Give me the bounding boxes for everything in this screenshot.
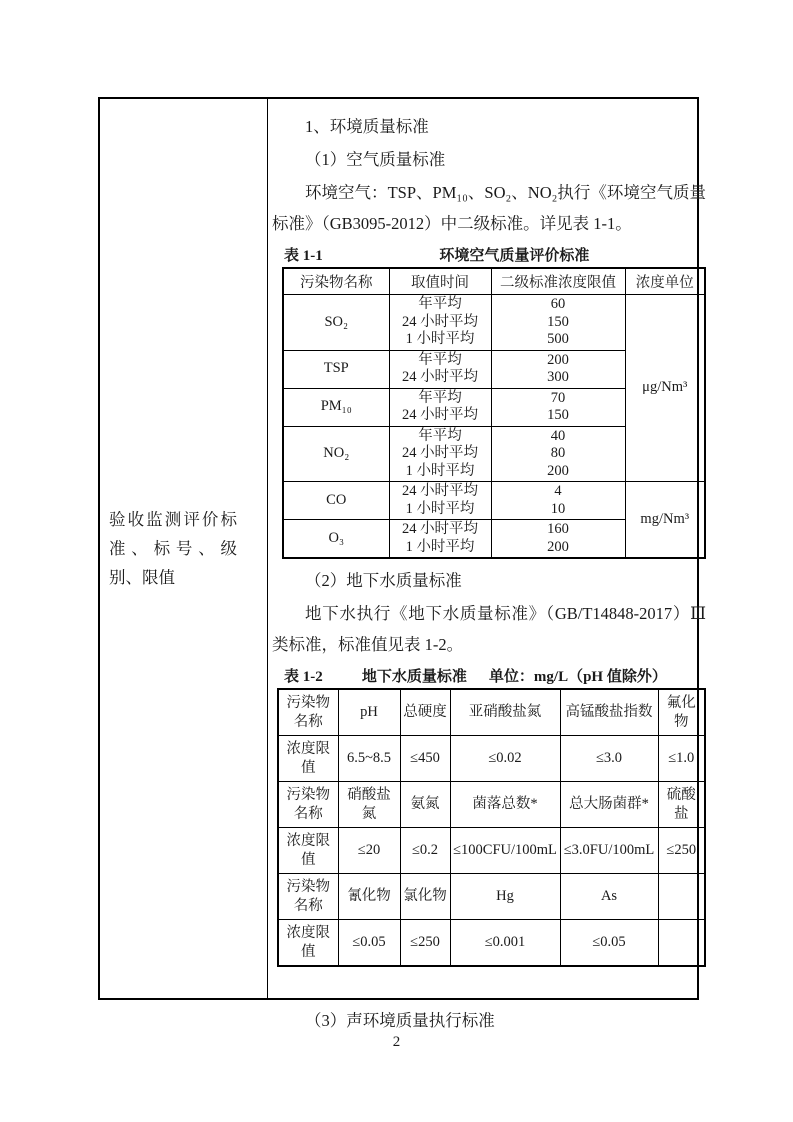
table-cell: 浓度限值 [278, 828, 338, 874]
table-cell: ≤0.2 [400, 828, 450, 874]
table-row [278, 782, 705, 828]
table-row-so2 [283, 295, 705, 351]
limit-cell [491, 482, 625, 520]
table-cell [658, 874, 705, 920]
table-cell: 总大肠菌群* [560, 782, 658, 828]
time-line: 24 小时平均 [401, 407, 479, 423]
heading-air-quality: （1）空气质量标准 [305, 150, 446, 169]
ground-table-caption-unit: 单位：mg/L（pH 值除外） [488, 669, 667, 685]
time-line: 1 小时平均 [405, 331, 475, 347]
limit-line: 40 [550, 427, 566, 444]
limit-line: 70 [550, 389, 566, 406]
table-cell: 氯化物 [400, 874, 450, 920]
time-line: 年平均 [418, 427, 462, 444]
heading-groundwater: （2）地下水质量标准 [305, 571, 462, 590]
limit-line: 150 [547, 313, 569, 330]
document-frame [98, 97, 706, 1030]
table-cell: 浓度限值 [278, 736, 338, 782]
time-cell [389, 520, 491, 559]
time-line: 年平均 [418, 389, 462, 406]
air-table-caption-label: 表 1-1 [284, 248, 323, 264]
row-header-cell [100, 99, 268, 998]
table-cell: Hg [450, 874, 560, 920]
table-cell: ≤450 [400, 736, 450, 782]
ground-table-caption-title: 地下水质量标准 [361, 669, 467, 685]
limit-line: 300 [547, 369, 569, 385]
table-cell: 氨氮 [400, 782, 450, 828]
table-row [278, 736, 705, 782]
heading-noise: （3）声环境质量执行标准 [305, 1011, 495, 1030]
table-cell: 浓度限值 [278, 920, 338, 967]
ground-table-caption-label: 表 1-2 [284, 669, 323, 685]
time-line: 1 小时平均 [405, 462, 475, 479]
limit-line: 150 [547, 407, 569, 423]
groundwater-table [277, 688, 706, 967]
table-cell [658, 920, 705, 967]
table-cell: 高锰酸盐指数 [560, 689, 658, 736]
pollutant-cell: O₃ [283, 520, 389, 559]
time-cell [389, 482, 491, 520]
limit-line: 200 [547, 462, 569, 479]
table-row [278, 920, 705, 967]
table-row [278, 689, 705, 736]
limit-line: 200 [547, 538, 569, 555]
limit-line: 4 [554, 483, 562, 499]
pollutant-cell: PM₁₀ [283, 388, 389, 426]
content-cell [268, 99, 713, 1030]
table-cell: 亚硝酸盐氮 [450, 689, 560, 736]
air-table-caption-title: 环境空气质量评价标准 [439, 248, 590, 264]
column-header-time: 取值时间 [389, 268, 491, 295]
table-cell: 污染物名称 [278, 874, 338, 920]
table-row [278, 874, 705, 920]
unit-cell-ug: μg/Nm³ [625, 295, 705, 482]
table-cell: ≤100CFU/100mL [450, 828, 560, 874]
time-line: 24 小时平均 [401, 483, 479, 499]
limit-line: 10 [550, 500, 566, 517]
table-cell: 氰化物 [338, 874, 400, 920]
time-line: 年平均 [418, 296, 462, 312]
table-cell: ≤0.001 [450, 920, 560, 967]
table-cell: 6.5~8.5 [338, 736, 400, 782]
limit-cell [491, 388, 625, 426]
limit-line: 160 [547, 521, 569, 537]
pollutant-cell: TSP [283, 350, 389, 388]
column-header-unit: 浓度单位 [625, 268, 705, 295]
table-row-co [283, 482, 705, 520]
heading-env-quality: 1、环境质量标准 [305, 117, 429, 136]
time-line: 1 小时平均 [405, 500, 475, 517]
table-cell: 污染物名称 [278, 689, 338, 736]
table-cell: ≤3.0 [560, 736, 658, 782]
table-cell: 污染物名称 [278, 782, 338, 828]
table-cell: pH [338, 689, 400, 736]
table-cell: 硫酸盐 [658, 782, 705, 828]
time-cell [389, 350, 491, 388]
column-header-limit: 二级标准浓度限值 [491, 268, 625, 295]
time-line: 24 小时平均 [401, 313, 479, 330]
table-cell: ≤3.0FU/100mL [560, 828, 658, 874]
table-cell: ≤250 [658, 828, 705, 874]
limit-cell [491, 295, 625, 351]
limit-cell [491, 426, 625, 482]
time-line: 年平均 [418, 351, 462, 368]
limit-cell [491, 350, 625, 388]
limit-line: 200 [547, 351, 569, 368]
air-quality-table [282, 267, 706, 559]
table-cell: ≤1.0 [658, 736, 705, 782]
air-table-header-row [283, 268, 705, 295]
table-cell: ≤20 [338, 828, 400, 874]
time-cell [389, 388, 491, 426]
limit-cell [491, 520, 625, 559]
table-row [278, 828, 705, 874]
limit-line: 80 [550, 445, 566, 461]
table-cell: ≤0.05 [338, 920, 400, 967]
time-line: 24 小时平均 [401, 521, 479, 537]
limit-line: 500 [547, 331, 569, 347]
table-cell: ≤250 [400, 920, 450, 967]
table-cell: ≤0.02 [450, 736, 560, 782]
ground-table-caption [272, 665, 706, 686]
table-cell: As [560, 874, 658, 920]
time-cell [389, 295, 491, 351]
air-table-caption [272, 244, 706, 265]
time-line: 24 小时平均 [401, 369, 479, 385]
pollutant-cell: CO [283, 482, 389, 520]
pollutant-cell: NO₂ [283, 426, 389, 482]
time-cell [389, 426, 491, 482]
column-header-pollutant: 污染物名称 [283, 268, 389, 295]
page-number: 2 [392, 1034, 401, 1050]
table-cell: 菌落总数* [450, 782, 560, 828]
table-cell: ≤0.05 [560, 920, 658, 967]
time-line: 1 小时平均 [405, 538, 475, 555]
table-cell: 总硬度 [400, 689, 450, 736]
pollutant-cell: SO₂ [283, 295, 389, 351]
paragraph-air-quality: 环境空气：TSP、PM₁₀、SO₂、NO₂执行《环境空气质量标准》（GB3095-2012）中二级标准。详见表 1-1。 [272, 183, 706, 233]
table-cell: 硝酸盐氮 [338, 782, 400, 828]
row-header-label: 验收监测评价标准、标号、级别、限值 [109, 510, 237, 587]
table-cell: 氟化物 [658, 689, 705, 736]
time-line: 24 小时平均 [401, 445, 479, 461]
paragraph-groundwater: 地下水执行《地下水质量标准》（GB/T14848-2017）Ⅲ类标准，标准值见表 1-2。 [272, 604, 706, 654]
unit-cell-mg: mg/Nm³ [625, 482, 705, 559]
limit-line: 60 [550, 296, 566, 312]
